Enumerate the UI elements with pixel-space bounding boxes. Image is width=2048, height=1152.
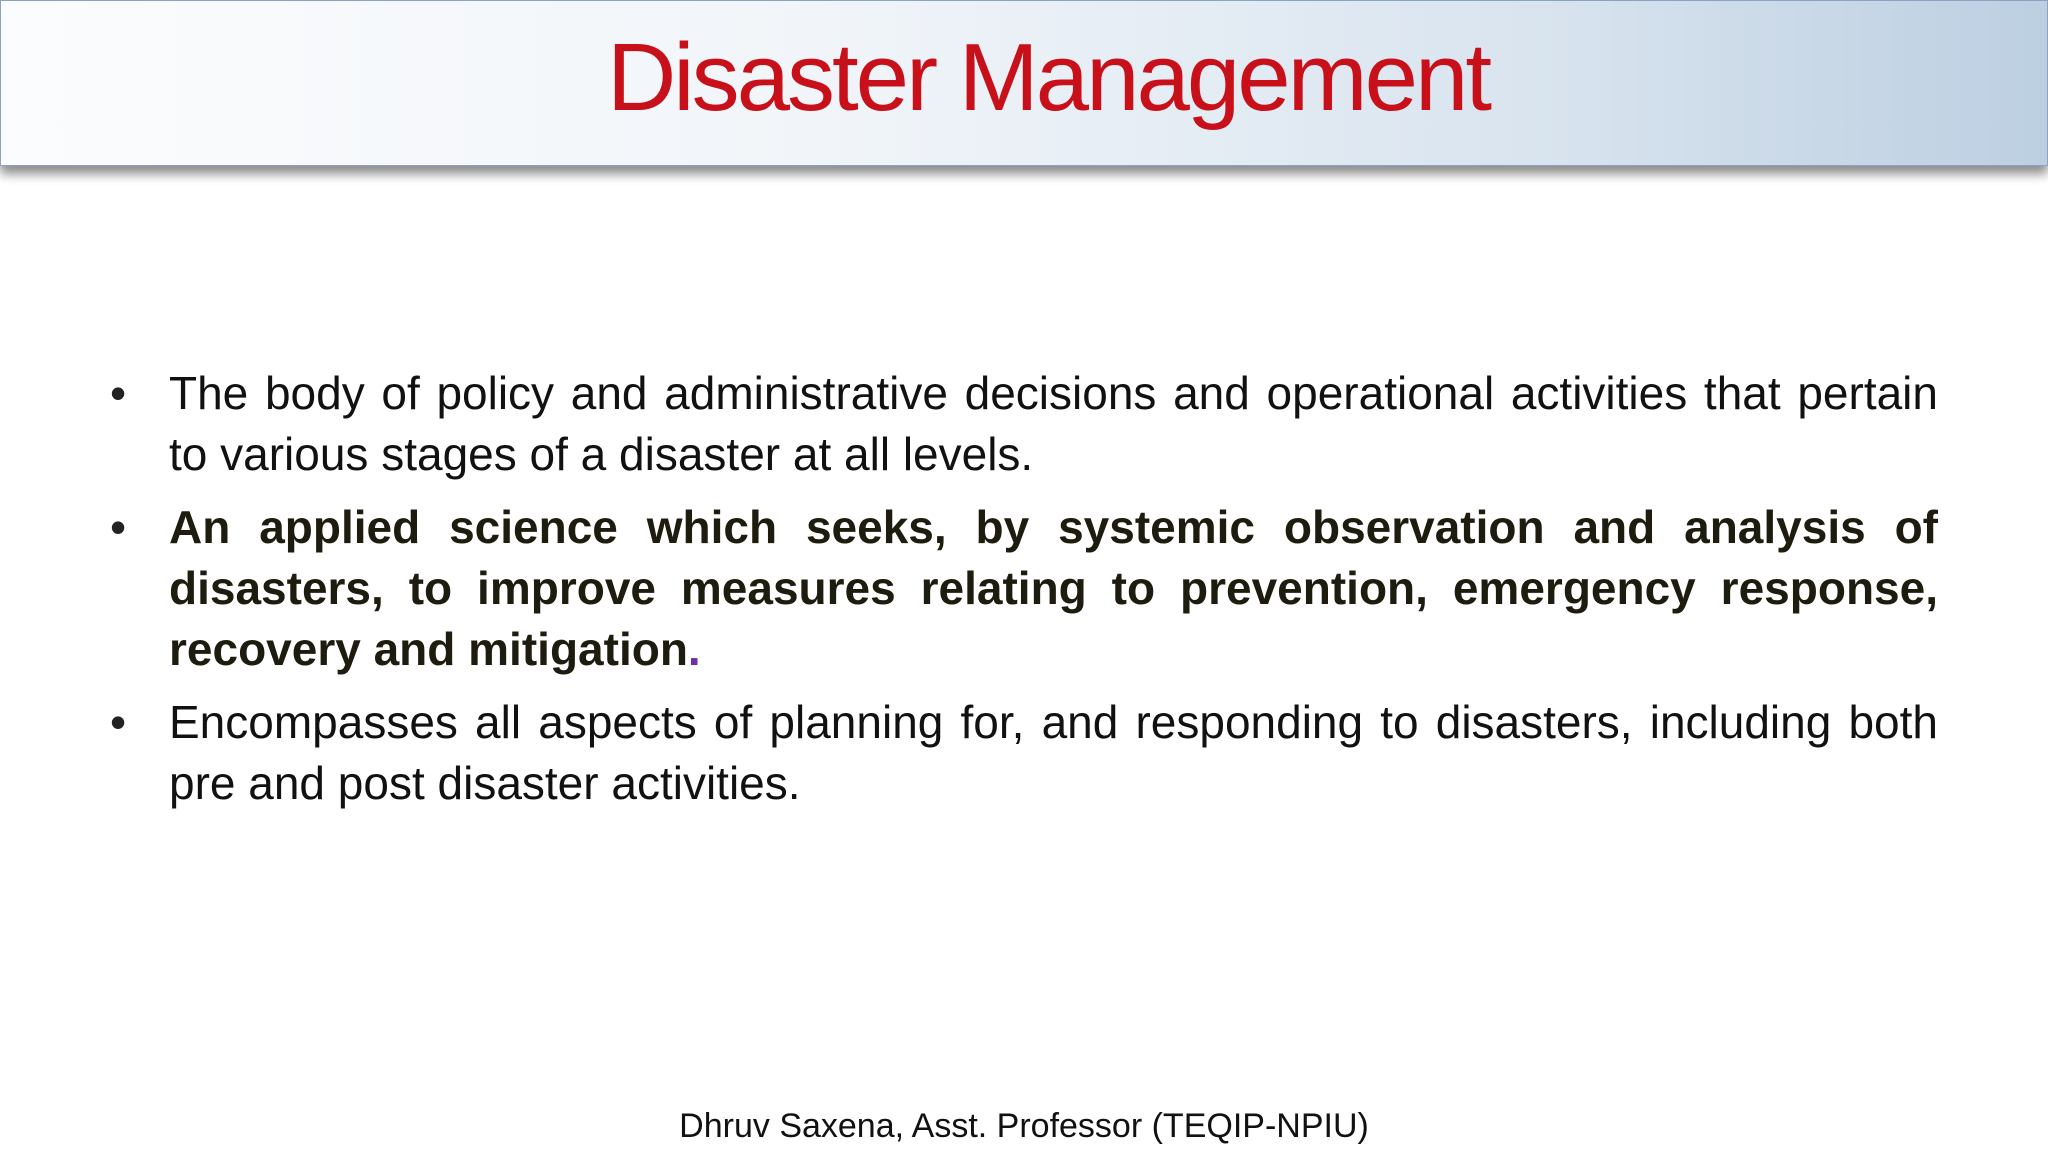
slide-footer: Dhruv Saxena, Asst. Professor (TEQIP-NPIU) <box>679 1107 1369 1145</box>
bullet-item-applied-science <box>110 497 1938 680</box>
bullet-text: The body of policy and administrative decisions and operational activities that pertain to various stages of a disaster at all levels. <box>169 367 1938 480</box>
bullet-text: An applied science which seeks, by systemic observation and analysis of disasters, to improve measures relating to prevention, emergency response, recovery and mitigation <box>169 501 1938 675</box>
bullet-icon: • <box>110 367 127 419</box>
bullet-text: Encompasses all aspects of planning for, and responding to disasters, including both pre and post disaster activities. <box>169 696 1938 809</box>
bullet-icon: • <box>110 696 127 748</box>
slide-title: Disaster Management <box>606 24 1490 131</box>
bullet-ending-dot: . <box>687 623 701 675</box>
bullet-item-encompasses <box>110 692 1938 814</box>
bullet-item-policy-definition <box>110 363 1938 485</box>
bullet-list <box>110 363 1938 826</box>
bullet-icon: • <box>110 501 127 553</box>
